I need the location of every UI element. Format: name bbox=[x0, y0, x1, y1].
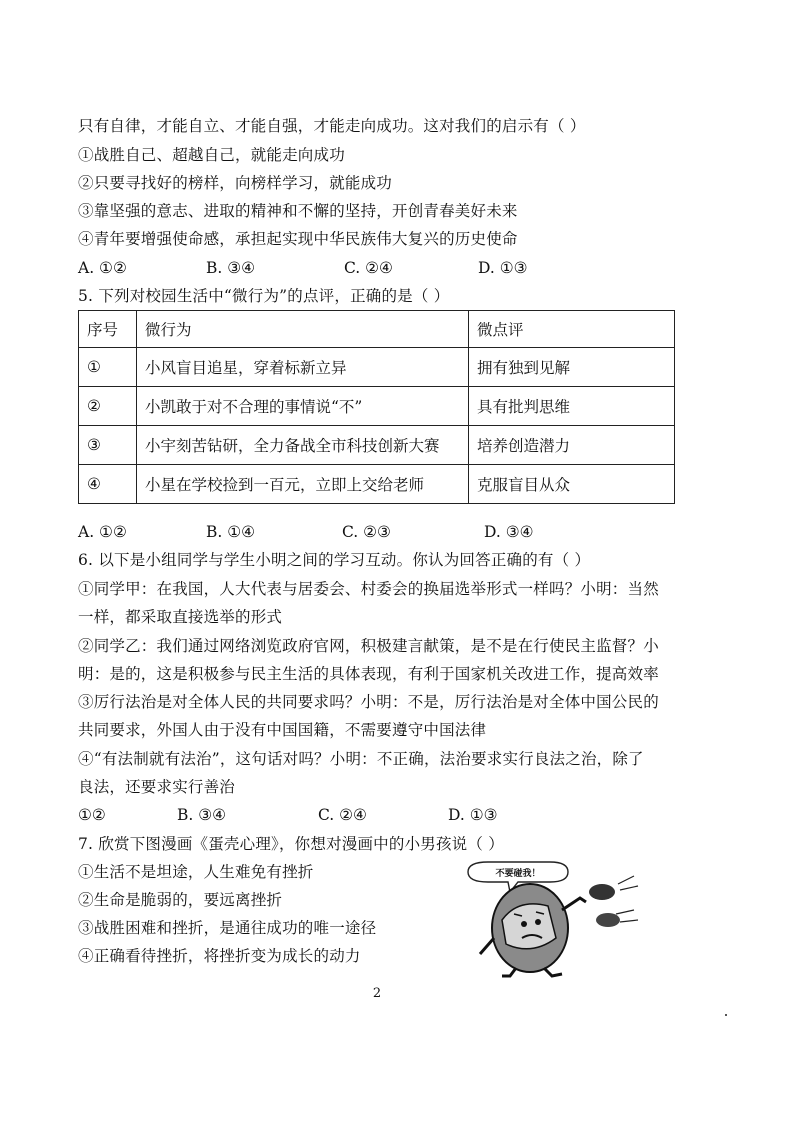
table-cell: 小凯敢于对不合理的事情说“不” bbox=[137, 387, 469, 426]
q7-item-4: ④正确看待挫折，将挫折变为成长的动力 bbox=[78, 947, 361, 965]
table-cell: ② bbox=[79, 387, 137, 426]
q4-option-a: A. ①② bbox=[78, 259, 127, 277]
q6-line: 共同要求，外国人由于没有中国国籍，不需要遵守中国法律 bbox=[78, 721, 487, 739]
q4-item-4: ④青年要增强使命感，承担起实现中华民族伟大复兴的历史使命 bbox=[78, 230, 518, 248]
table-row bbox=[79, 387, 675, 426]
q5-stem: 5. 下列对校园生活中“微行为”的点评，正确的是（ ） bbox=[78, 287, 450, 305]
q4-option-d: D. ①③ bbox=[478, 259, 528, 277]
q6-line: ④“有法制就有法治”，这句话对吗？小明：不正确，法治要求实行良法之治，除了 bbox=[78, 750, 644, 768]
q6-stem: 6. 以下是小组同学与学生小明之间的学习互动。你认为回答正确的有（ ） bbox=[78, 551, 591, 569]
q6-option-a: ①② bbox=[78, 806, 106, 824]
q7-item-3: ③战胜困难和挫折，是通往成功的唯一途径 bbox=[78, 919, 377, 937]
q5-option-b: B. ①④ bbox=[206, 523, 256, 541]
table-row bbox=[79, 465, 675, 504]
table-cell: 培养创造潜力 bbox=[469, 426, 675, 465]
q6-line: 明：是的，这是积极参与民主生活的具体表现，有利于国家机关改进工作，提高效率 bbox=[78, 665, 659, 683]
micro-behavior-table bbox=[78, 310, 675, 504]
q7-item-2: ②生命是脆弱的，要远离挫折 bbox=[78, 891, 283, 909]
header-cell: 微点评 bbox=[469, 311, 675, 348]
table-cell: 克服盲目从众 bbox=[469, 465, 675, 504]
q6-line: ③厉行法治是对全体人民的共同要求吗？小明：不是，厉行法治是对全体中国公民的 bbox=[78, 693, 659, 711]
q4-item-1: ①战胜自己、超越自己，就能走向成功 bbox=[78, 146, 345, 164]
q5-option-a: A. ①② bbox=[78, 523, 127, 541]
q7-stem: 7. 欣赏下图漫画《蛋壳心理》，你想对漫画中的小男孩说（ ） bbox=[78, 835, 504, 853]
q4-option-c: C. ②④ bbox=[344, 259, 393, 277]
table-cell: 小星在学校捡到一百元，立即上交给老师 bbox=[137, 465, 469, 504]
table-cell: 小风盲目追星，穿着标新立异 bbox=[137, 348, 469, 387]
table-cell: ① bbox=[79, 348, 137, 387]
q6-option-d: D. ①③ bbox=[448, 806, 498, 824]
q4-item-2: ②只要寻找好的榜样，向榜样学习，就能成功 bbox=[78, 174, 393, 192]
q6-line: ①同学甲：在我国，人大代表与居委会、村委会的换届选举形式一样吗？小明：当然 bbox=[78, 580, 659, 598]
table-row bbox=[79, 348, 675, 387]
q6-line: 一样，都采取直接选举的形式 bbox=[78, 608, 283, 626]
q6-line: ②同学乙：我们通过网络浏览政府官网，积极建言献策，是不是在行使民主监督？小 bbox=[78, 637, 659, 655]
q5-option-d: D. ③④ bbox=[484, 523, 534, 541]
q6-option-b: B. ③④ bbox=[177, 806, 227, 824]
table-cell: 拥有独到见解 bbox=[469, 348, 675, 387]
bubble-text: 不要碰我！ bbox=[495, 869, 541, 879]
header-cell: 序号 bbox=[79, 311, 137, 348]
q7-item-1: ①生活不是坦途，人生难免有挫折 bbox=[78, 863, 314, 881]
scan-speck bbox=[725, 1014, 727, 1016]
q4-option-b: B. ③④ bbox=[206, 259, 256, 277]
header-cell: 微行为 bbox=[137, 311, 469, 348]
table-cell: 小宇刻苦钻研，全力备战全市科技创新大赛 bbox=[137, 426, 469, 465]
table-cell: ④ bbox=[79, 465, 137, 504]
q4-item-3: ③靠坚强的意志、进取的精神和不懈的坚持，开创青春美好未来 bbox=[78, 202, 518, 220]
egg-boy-figure bbox=[480, 884, 586, 976]
flying-stones bbox=[589, 876, 638, 927]
table-cell: ③ bbox=[79, 426, 137, 465]
eggshell-cartoon-illustration bbox=[458, 858, 644, 978]
table-header-row bbox=[79, 311, 675, 348]
page-number: 2 bbox=[372, 986, 382, 1001]
q4-stem: 只有自律，才能自立、才能自强，才能走向成功。这对我们的启示有（ ） bbox=[78, 117, 586, 135]
q5-option-c: C. ②③ bbox=[342, 523, 391, 541]
q6-option-c: C. ②④ bbox=[318, 806, 367, 824]
table-cell: 具有批判思维 bbox=[469, 387, 675, 426]
table-row bbox=[79, 426, 675, 465]
q6-line: 良法，还要求实行善治 bbox=[78, 778, 236, 796]
